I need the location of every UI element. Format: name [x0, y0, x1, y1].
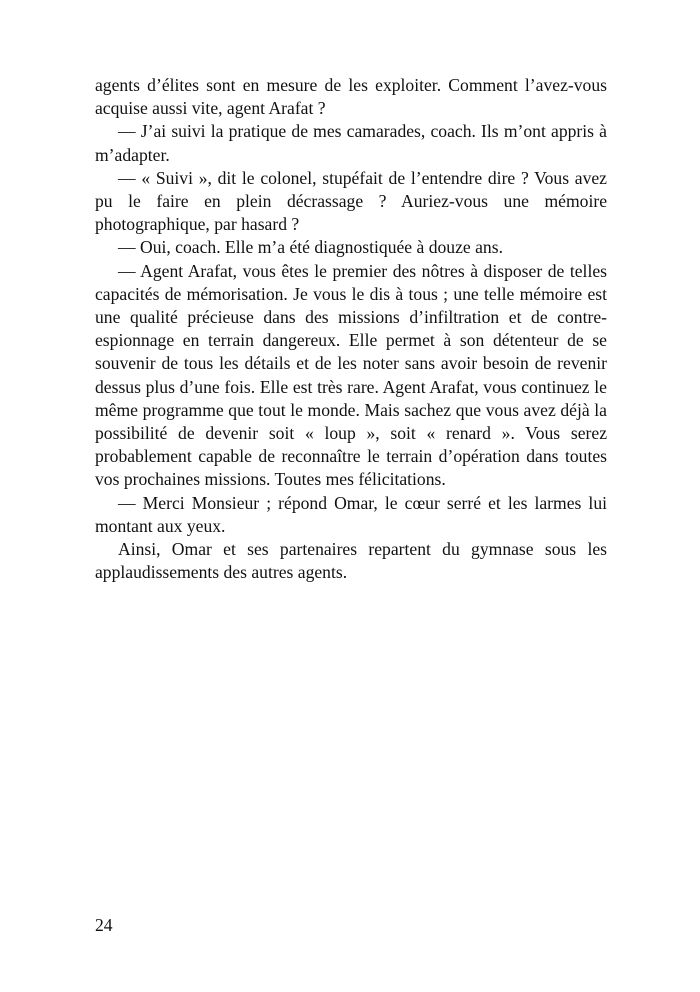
page-number: 24: [95, 915, 113, 935]
paragraph: — J’ai suivi la pratique de mes camarades, coach. Ils m’ont appris à m’adapter.: [95, 121, 607, 165]
body-text: [95, 74, 607, 584]
paragraph: — « Suivi », dit le colonel, stupéfait de l’entendre dire ? Vous avez pu le faire en plein décrassage ? Auriez-vous une mémoire photographique, par hasard ?: [95, 167, 607, 235]
paragraph: — Agent Arafat, vous êtes le premier des nôtres à disposer de telles capacités de mémorisation. Je vous le dis à tous ; une telle mémoire est une qualité précieuse dans des missions d’infiltration et de contre-espionnage en terrain dangereux. Elle permet à son détenteur de se souvenir de tous les détails et de les noter sans avoir besoin de revenir dessus plus d’une fois. Elle est très rare. Agent Arafat, vous continuez le même programme que tout le monde. Mais sachez que vous avez déjà la possibilité de devenir soit « loup », soit « renard ». Vous serez probablement capable de reconnaître le terrain d’opération dans toutes vos prochaines missions. Toutes mes félicitations.: [95, 260, 607, 490]
paragraph: — Merci Monsieur ; répond Omar, le cœur serré et les larmes lui montant aux yeux.: [95, 492, 607, 536]
paragraph: Ainsi, Omar et ses partenaires repartent du gymnase sous les applaudissements des autres agents.: [95, 539, 607, 583]
paragraph: agents d’élites sont en mesure de les exploiter. Comment l’avez-vous acquise aussi vite, agent Arafat ?: [95, 75, 607, 119]
paragraph: — Oui, coach. Elle m’a été diagnostiquée à douze ans.: [118, 237, 503, 258]
